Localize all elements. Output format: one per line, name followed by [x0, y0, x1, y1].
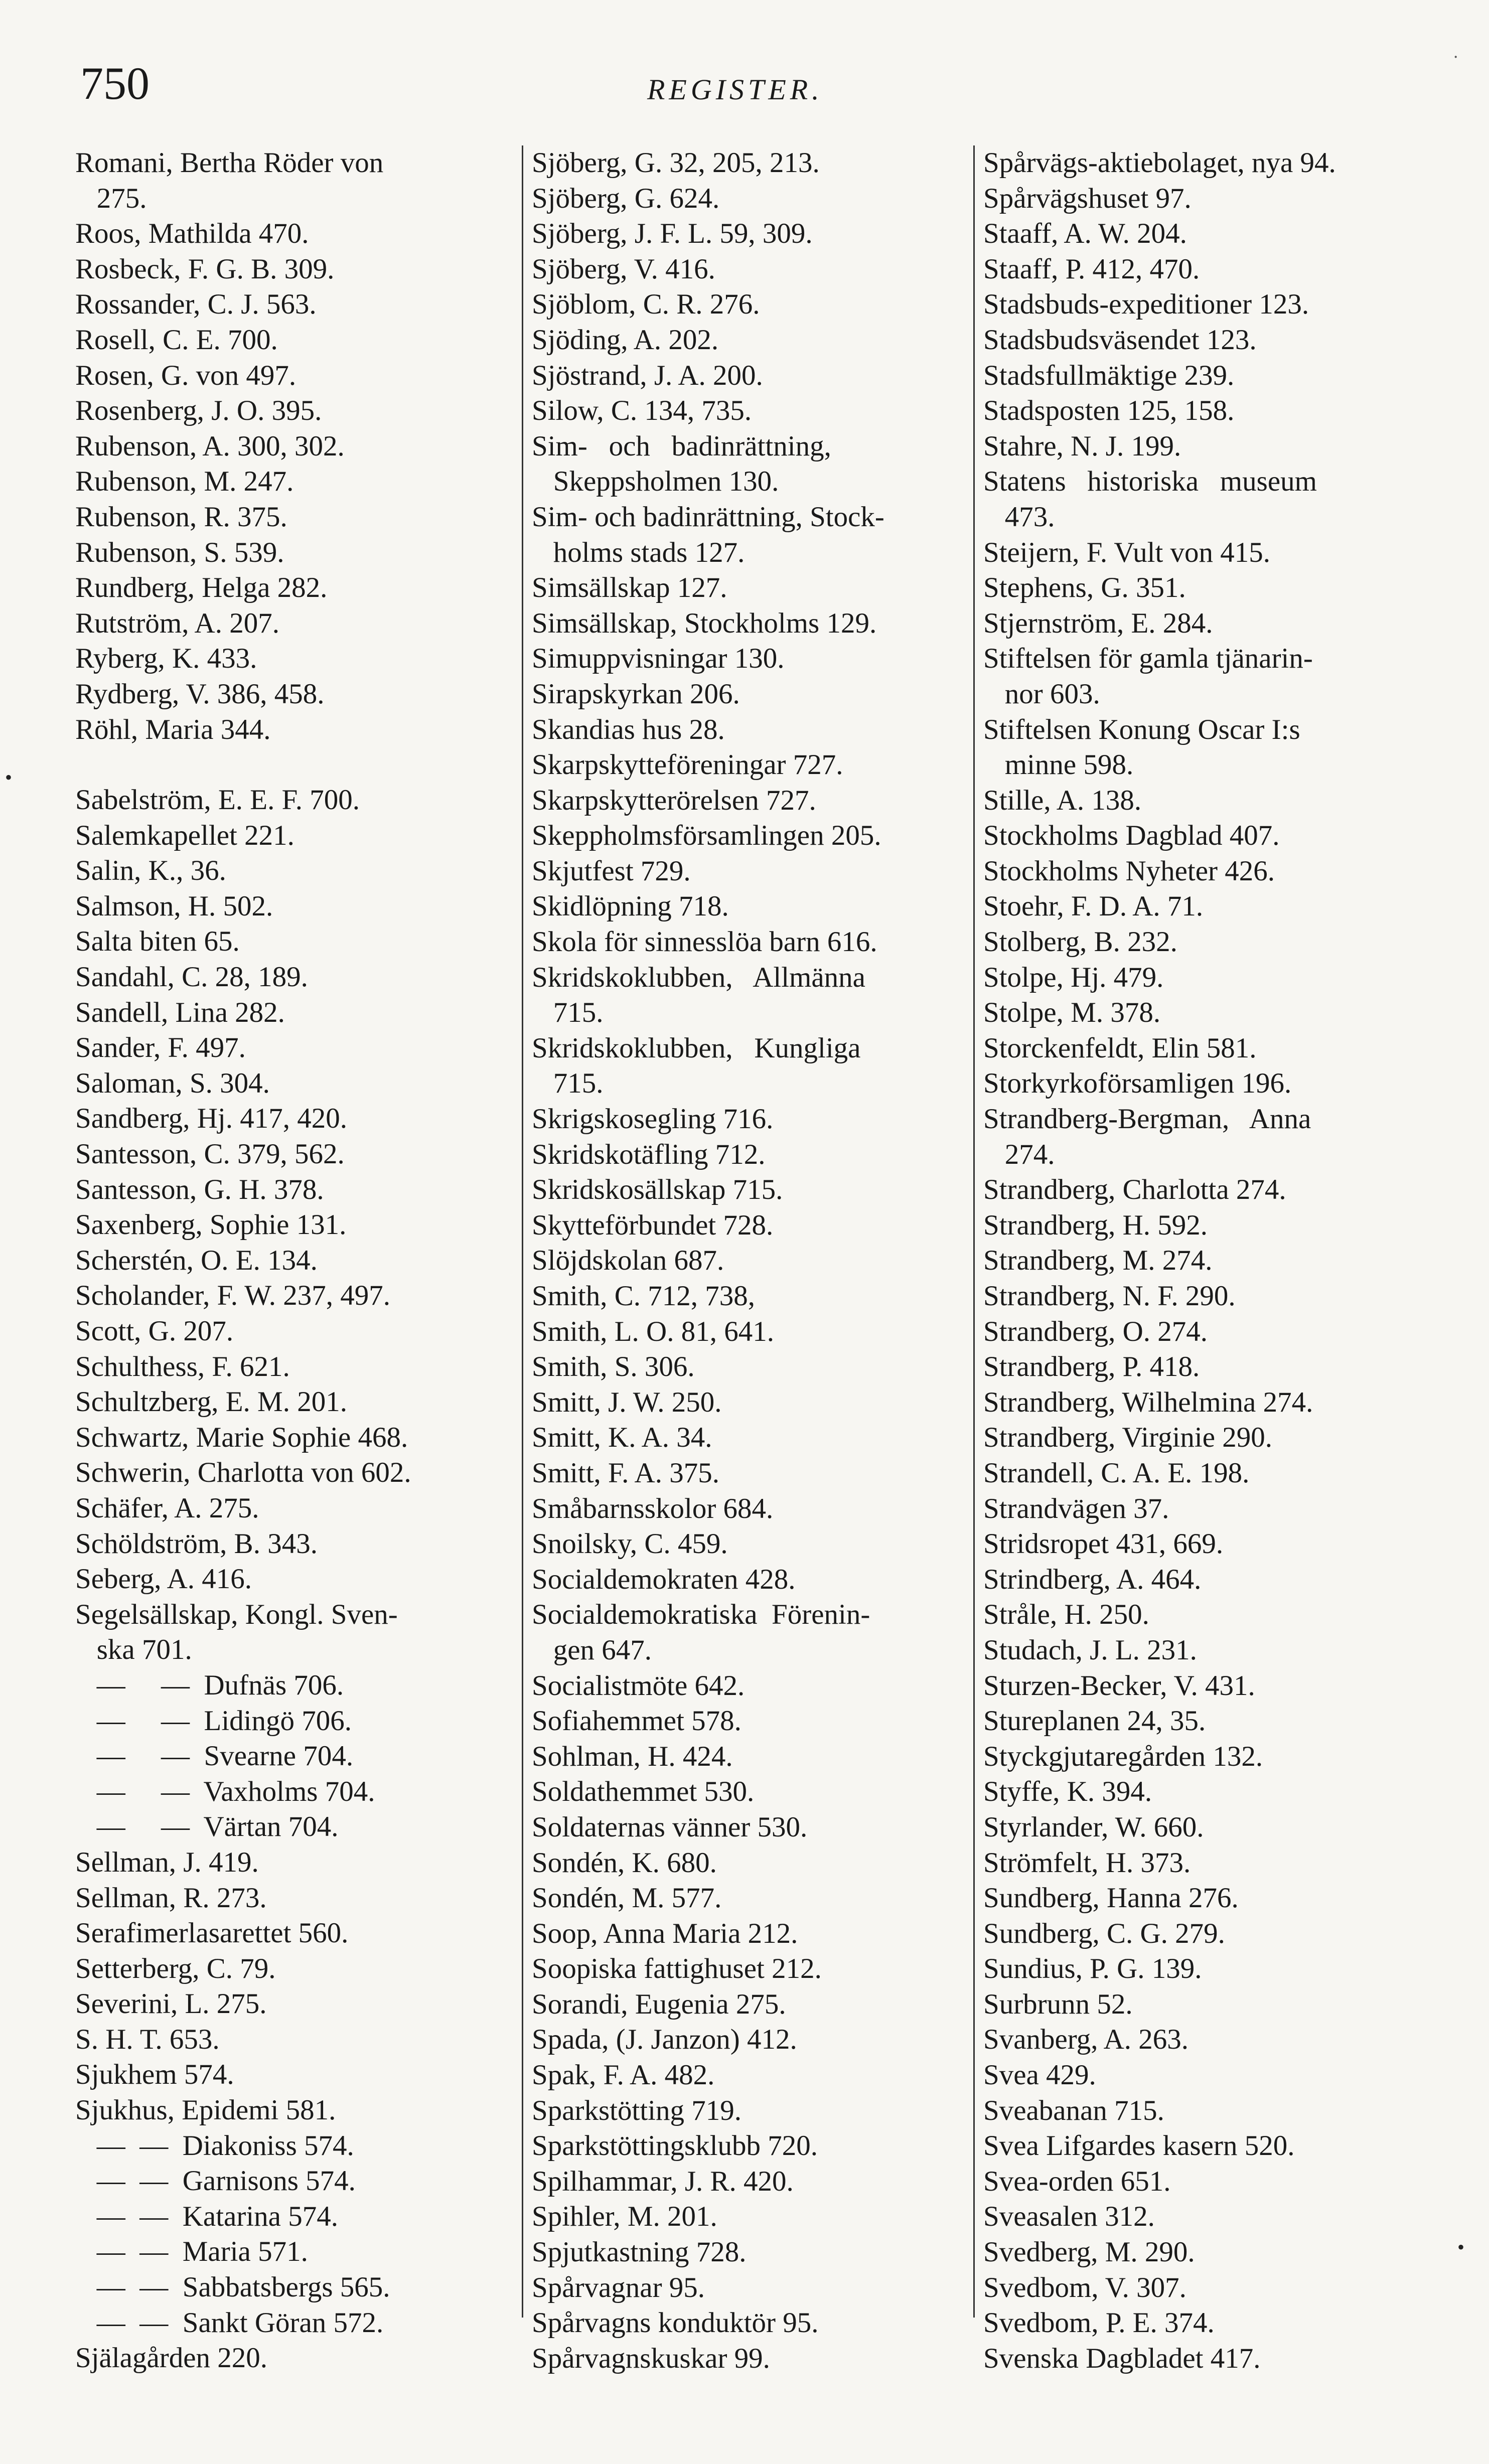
index-entry: Slöjdskolan 687. [532, 1245, 724, 1277]
index-entry: Smith, C. 712, 738, [532, 1280, 755, 1312]
index-entry: Svenska Dagbladet 417. [983, 2342, 1261, 2374]
index-column-3 [983, 145, 1425, 2376]
index-entry: 473. [983, 501, 1055, 533]
index-entry: Skytteförbundet 728. [532, 1209, 774, 1241]
index-entry: Seberg, A. 416. [75, 1563, 252, 1595]
index-entry: Scholander, F. W. 237, 497. [75, 1280, 391, 1312]
index-entry: Surbrunn 52. [983, 1988, 1133, 2020]
index-entry: Socialdemokratiska Förenin- [532, 1599, 870, 1631]
index-entry: nor 603. [983, 678, 1100, 710]
index-entry: Statens historiska museum [983, 466, 1317, 498]
index-entry: Sjöblom, C. R. 276. [532, 288, 760, 321]
index-entry: — — Katarina 574. [75, 2200, 338, 2232]
index-entry: Roos, Mathilda 470. [75, 218, 309, 250]
index-entry: — — Vaxholms 704. [75, 1775, 375, 1807]
index-entry: Stjernström, E. 284. [983, 607, 1213, 639]
index-entry: Strandberg, Wilhelmina 274. [983, 1386, 1313, 1418]
index-entry: Rosell, C. E. 700. [75, 324, 278, 356]
index-entry: Sandahl, C. 28, 189. [75, 961, 308, 993]
index-entry: Svea-orden 651. [983, 2165, 1171, 2197]
index-entry: — — Svearne 704. [75, 1740, 354, 1772]
index-entry: Simsällskap 127. [532, 572, 727, 604]
index-entry: Rubenson, A. 300, 302. [75, 430, 345, 462]
index-entry: Strandvägen 37. [983, 1492, 1169, 1524]
index-entry: Stoehr, F. D. A. 71. [983, 890, 1204, 922]
index-entry: Rydberg, V. 386, 458. [75, 678, 325, 710]
index-entry: Steijern, F. Vult von 415. [983, 536, 1271, 568]
index-entry: Stolpe, M. 378. [983, 997, 1161, 1029]
index-entry: Spak, F. A. 482. [532, 2059, 715, 2091]
index-entry: — — Värtan 704. [75, 1811, 339, 1843]
index-entry: Svedbom, V. 307. [983, 2271, 1186, 2303]
index-entry: Strömfelt, H. 373. [983, 1846, 1191, 1879]
index-entry: Sorandi, Eugenia 275. [532, 1988, 786, 2020]
index-entry: Stureplanen 24, 35. [983, 1705, 1206, 1737]
index-entry: Spårvagnar 95. [532, 2271, 705, 2303]
index-entry: Sim- och badinrättning, Stock- [532, 501, 884, 533]
index-entry: 275. [75, 182, 147, 214]
index-entry: Småbarnsskolor 684. [532, 1492, 774, 1524]
index-entry: Smitt, J. W. 250. [532, 1386, 722, 1418]
index-entry: Rossander, C. J. 563. [75, 288, 317, 321]
index-entry: Strandberg, O. 274. [983, 1315, 1208, 1347]
index-entry: Sveasalen 312. [983, 2201, 1155, 2233]
index-entry: Stadsposten 125, 158. [983, 395, 1235, 427]
index-entry: Sandell, Lina 282. [75, 996, 285, 1028]
index-entry: Skandias hus 28. [532, 713, 725, 745]
index-entry: 274. [983, 1138, 1055, 1170]
index-entry: Sim- och badinrättning, [532, 430, 831, 462]
index-entry: Stille, A. 138. [983, 784, 1142, 816]
running-head: REGISTER. [647, 73, 823, 106]
index-entry: Scott, G. 207. [75, 1315, 234, 1347]
index-entry: holms stads 127. [532, 536, 745, 568]
index-entry: Rubenson, R. 375. [75, 501, 287, 533]
index-entry: Stadsfullmäktige 239. [983, 359, 1235, 391]
index-entry: Schultzberg, E. M. 201. [75, 1386, 347, 1418]
index-entry: Skrigskosegling 716. [532, 1103, 774, 1135]
index-entry: Schöldström, B. 343. [75, 1527, 318, 1560]
index-entry: Spårvägs-aktiebolaget, nya 94. [983, 147, 1336, 179]
index-entry: Sellman, R. 273. [75, 1882, 267, 1914]
index-entry: Rubenson, S. 539. [75, 536, 284, 568]
index-entry: Sondén, K. 680. [532, 1846, 717, 1879]
index-entry: Schwartz, Marie Sophie 468. [75, 1421, 408, 1453]
index-entry: Sirapskyrkan 206. [532, 678, 740, 710]
index-column-1 [75, 145, 512, 2376]
index-entry: Salin, K., 36. [75, 855, 226, 887]
index-entry: Spada, (J. Janzon) 412. [532, 2024, 797, 2056]
index-entry: Sundberg, Hanna 276. [983, 1882, 1239, 1914]
index-entry: Styckgjutaregården 132. [983, 1740, 1263, 1772]
index-entry: Smith, L. O. 81, 641. [532, 1315, 774, 1347]
index-entry: Rubenson, M. 247. [75, 466, 294, 498]
index-entry: Sondén, M. 577. [532, 1882, 722, 1914]
index-entry: 715. [532, 997, 604, 1029]
index-entry: — — Lidingö 706. [75, 1705, 352, 1737]
index-entry: Socialdemokraten 428. [532, 1563, 796, 1595]
index-entry: Studach, J. L. 231. [983, 1634, 1197, 1666]
index-entry: Röhl, Maria 344. [75, 713, 271, 745]
index-entry: Sohlman, H. 424. [532, 1740, 733, 1772]
index-entry: Stadsbudsväsendet 123. [983, 324, 1257, 356]
index-entry: Schwerin, Charlotta von 602. [75, 1457, 411, 1489]
index-entry: Stråle, H. 250. [983, 1599, 1149, 1631]
index-entry: Spårvägshuset 97. [983, 182, 1192, 214]
index-entry: Svedberg, M. 290. [983, 2236, 1195, 2268]
index-entry: Skridskoklubben, Kungliga [532, 1032, 861, 1064]
index-entry: Schulthess, F. 621. [75, 1350, 290, 1382]
index-entry: Sjöberg, J. F. L. 59, 309. [532, 218, 813, 250]
index-entry: Segelsällskap, Kongl. Sven- [75, 1598, 398, 1630]
index-entry: — — Diakoniss 574. [75, 2129, 354, 2162]
index-entry: 715. [532, 1067, 604, 1100]
index-entry: Stockholms Nyheter 426. [983, 855, 1275, 887]
index-entry: Sjöberg, V. 416. [532, 253, 715, 285]
index-entry: ska 701. [75, 1634, 192, 1666]
index-entry: Skarpskytterörelsen 727. [532, 784, 816, 816]
index-entry: Strandberg, Charlotta 274. [983, 1174, 1286, 1206]
index-entry: Rosen, G. von 497. [75, 359, 296, 391]
index-entry: — — Sabbatsbergs 565. [75, 2271, 390, 2303]
index-entry: Skidlöpning 718. [532, 890, 729, 922]
index-entry: Romani, Bertha Röder von [75, 147, 384, 179]
index-entry: Styrlander, W. 660. [983, 1811, 1204, 1843]
index-entry: Stockholms Dagblad 407. [983, 820, 1280, 852]
index-entry: Sundius, P. G. 139. [983, 1953, 1202, 1985]
index-entry: Sander, F. 497. [75, 1032, 246, 1064]
index-entry: — — Maria 571. [75, 2236, 308, 2268]
index-entry: Saxenberg, Sophie 131. [75, 1209, 347, 1241]
index-entry: Strandberg, Virginie 290. [983, 1422, 1273, 1454]
index-entry: Spjutkastning 728. [532, 2236, 747, 2268]
margin-bullet-right: • [1457, 2236, 1465, 2258]
index-entry: Salmson, H. 502. [75, 890, 273, 922]
index-entry: Spilhammar, J. R. 420. [532, 2165, 794, 2197]
index-entry: Spårvagnskuskar 99. [532, 2342, 770, 2374]
index-entry: Sturzen-Becker, V. 431. [983, 1669, 1255, 1702]
index-entry: gen 647. [532, 1634, 652, 1666]
index-column-2 [532, 145, 963, 2376]
index-entry: Sjöberg, G. 32, 205, 213. [532, 147, 820, 179]
index-entry: Soldaternas vänner 530. [532, 1811, 808, 1843]
index-entry: Sjukhus, Epidemi 581. [75, 2094, 336, 2126]
index-entry: Ryberg, K. 433. [75, 643, 257, 675]
index-entry: S. H. T. 653. [75, 2023, 220, 2055]
index-entry: Sundberg, C. G. 279. [983, 1917, 1225, 1949]
index-entry: Scherstén, O. E. 134. [75, 1244, 318, 1276]
index-entry: Santesson, C. 379, 562. [75, 1138, 345, 1170]
index-entry: Stolpe, Hj. 479. [983, 961, 1164, 993]
index-entry: Socialistmöte 642. [532, 1669, 745, 1702]
index-entry: Sellman, J. 419. [75, 1846, 259, 1878]
index-entry: Sjukhem 574. [75, 2059, 234, 2091]
index-entry: Strandberg, M. 274. [983, 1245, 1213, 1277]
index-entry: Skjutfest 729. [532, 855, 691, 887]
index-entry: Soopiska fattighuset 212. [532, 1953, 822, 1985]
index-entry: Smitt, F. A. 375. [532, 1457, 719, 1489]
index-entry: Soldathemmet 530. [532, 1776, 755, 1808]
index-entry: Strandell, C. A. E. 198. [983, 1457, 1250, 1489]
index-columns [75, 145, 1430, 2403]
index-entry: Strandberg, N. F. 290. [983, 1280, 1236, 1312]
index-entry: Skridskotäfling 712. [532, 1138, 766, 1170]
index-entry: Styffe, K. 394. [983, 1776, 1152, 1808]
index-entry: Strandberg, P. 418. [983, 1351, 1200, 1383]
index-entry: Skarpskytteföreningar 727. [532, 749, 843, 781]
index-entry: Skola för sinnesslöa barn 616. [532, 926, 877, 958]
index-entry: Skridskosällskap 715. [532, 1174, 783, 1206]
index-entry: Rosbeck, F. G. B. 309. [75, 253, 335, 285]
index-entry: Sjöstrand, J. A. 200. [532, 359, 763, 391]
index-entry: Snoilsky, C. 459. [532, 1528, 728, 1560]
index-entry: minne 598. [983, 749, 1134, 781]
index-entry: Stadsbuds-expeditioner 123. [983, 288, 1309, 321]
index-entry: — — Garnisons 574. [75, 2165, 356, 2197]
index-entry: Svea 429. [983, 2059, 1096, 2091]
index-entry: Stahre, N. J. 199. [983, 430, 1181, 462]
index-entry: Setterberg, C. 79. [75, 1952, 276, 1984]
index-entry: Rundberg, Helga 282. [75, 572, 328, 604]
index-entry: Simuppvisningar 130. [532, 643, 785, 675]
index-entry: Spårvagns konduktör 95. [532, 2307, 819, 2339]
index-entry: Staaff, P. 412, 470. [983, 253, 1200, 285]
index-entry: Själagården 220. [75, 2342, 268, 2374]
index-entry: Severini, L. 275. [75, 1988, 267, 2020]
index-entry: — — Sankt Göran 572. [75, 2306, 384, 2339]
index-entry: Smith, S. 306. [532, 1351, 695, 1383]
index-entry: Staaff, A. W. 204. [983, 218, 1187, 250]
index-entry: Sveabanan 715. [983, 2094, 1164, 2126]
corner-mark: ˙ [1452, 51, 1459, 74]
index-entry: Rutström, A. 207. [75, 607, 279, 639]
index-entry: Strandberg, H. 592. [983, 1209, 1208, 1241]
index-entry: Spihler, M. 201. [532, 2201, 717, 2233]
index-entry: Smitt, K. A. 34. [532, 1422, 712, 1454]
index-entry: Sparkstöttingsklubb 720. [532, 2130, 818, 2162]
index-entry: Stridsropet 431, 669. [983, 1528, 1224, 1560]
page-number: 750 [80, 58, 150, 109]
index-entry: Skridskoklubben, Allmänna [532, 961, 865, 993]
section-gap [75, 747, 512, 783]
index-entry: — — Dufnäs 706. [75, 1669, 344, 1701]
index-entry: Stiftelsen för gamla tjänarin- [983, 643, 1313, 675]
index-entry: Salta biten 65. [75, 926, 240, 958]
index-entry: Stiftelsen Konung Oscar I:s [983, 713, 1300, 745]
index-entry: Svea Lifgardes kasern 520. [983, 2130, 1295, 2162]
index-entry: Storkyrkoförsamligen 196. [983, 1067, 1292, 1100]
index-entry: Sjöding, A. 202. [532, 324, 719, 356]
index-entry: Sjöberg, G. 624. [532, 182, 720, 214]
index-entry: Skeppsholmen 130. [532, 466, 779, 498]
margin-bullet-left: • [5, 766, 13, 789]
index-entry: Serafimerlasarettet 560. [75, 1917, 349, 1949]
index-entry: Rosenberg, J. O. 395. [75, 395, 322, 427]
index-entry: Silow, C. 134, 735. [532, 395, 752, 427]
index-entry: Soop, Anna Maria 212. [532, 1917, 798, 1949]
index-entry: Santesson, G. H. 378. [75, 1173, 324, 1205]
index-entry: Stephens, G. 351. [983, 572, 1186, 604]
index-entry: Sofiahemmet 578. [532, 1705, 741, 1737]
index-entry: Strandberg-Bergman, Anna [983, 1103, 1311, 1135]
index-entry: Strindberg, A. 464. [983, 1563, 1202, 1595]
index-entry: Salemkapellet 221. [75, 819, 294, 851]
index-entry: Sandberg, Hj. 417, 420. [75, 1103, 348, 1135]
index-entry: Storckenfeldt, Elin 581. [983, 1032, 1257, 1064]
index-entry: Skeppholmsförsamlingen 205. [532, 820, 881, 852]
index-entry: Svanberg, A. 263. [983, 2024, 1189, 2056]
index-entry: Schäfer, A. 275. [75, 1492, 259, 1524]
index-entry: Svedbom, P. E. 374. [983, 2307, 1215, 2339]
index-entry: Sparkstötting 719. [532, 2094, 742, 2126]
index-entry: Simsällskap, Stockholms 129. [532, 607, 877, 639]
index-entry: Stolberg, B. 232. [983, 926, 1177, 958]
index-entry: Saloman, S. 304. [75, 1067, 270, 1099]
index-entry: Sabelström, E. E. F. 700. [75, 784, 360, 816]
